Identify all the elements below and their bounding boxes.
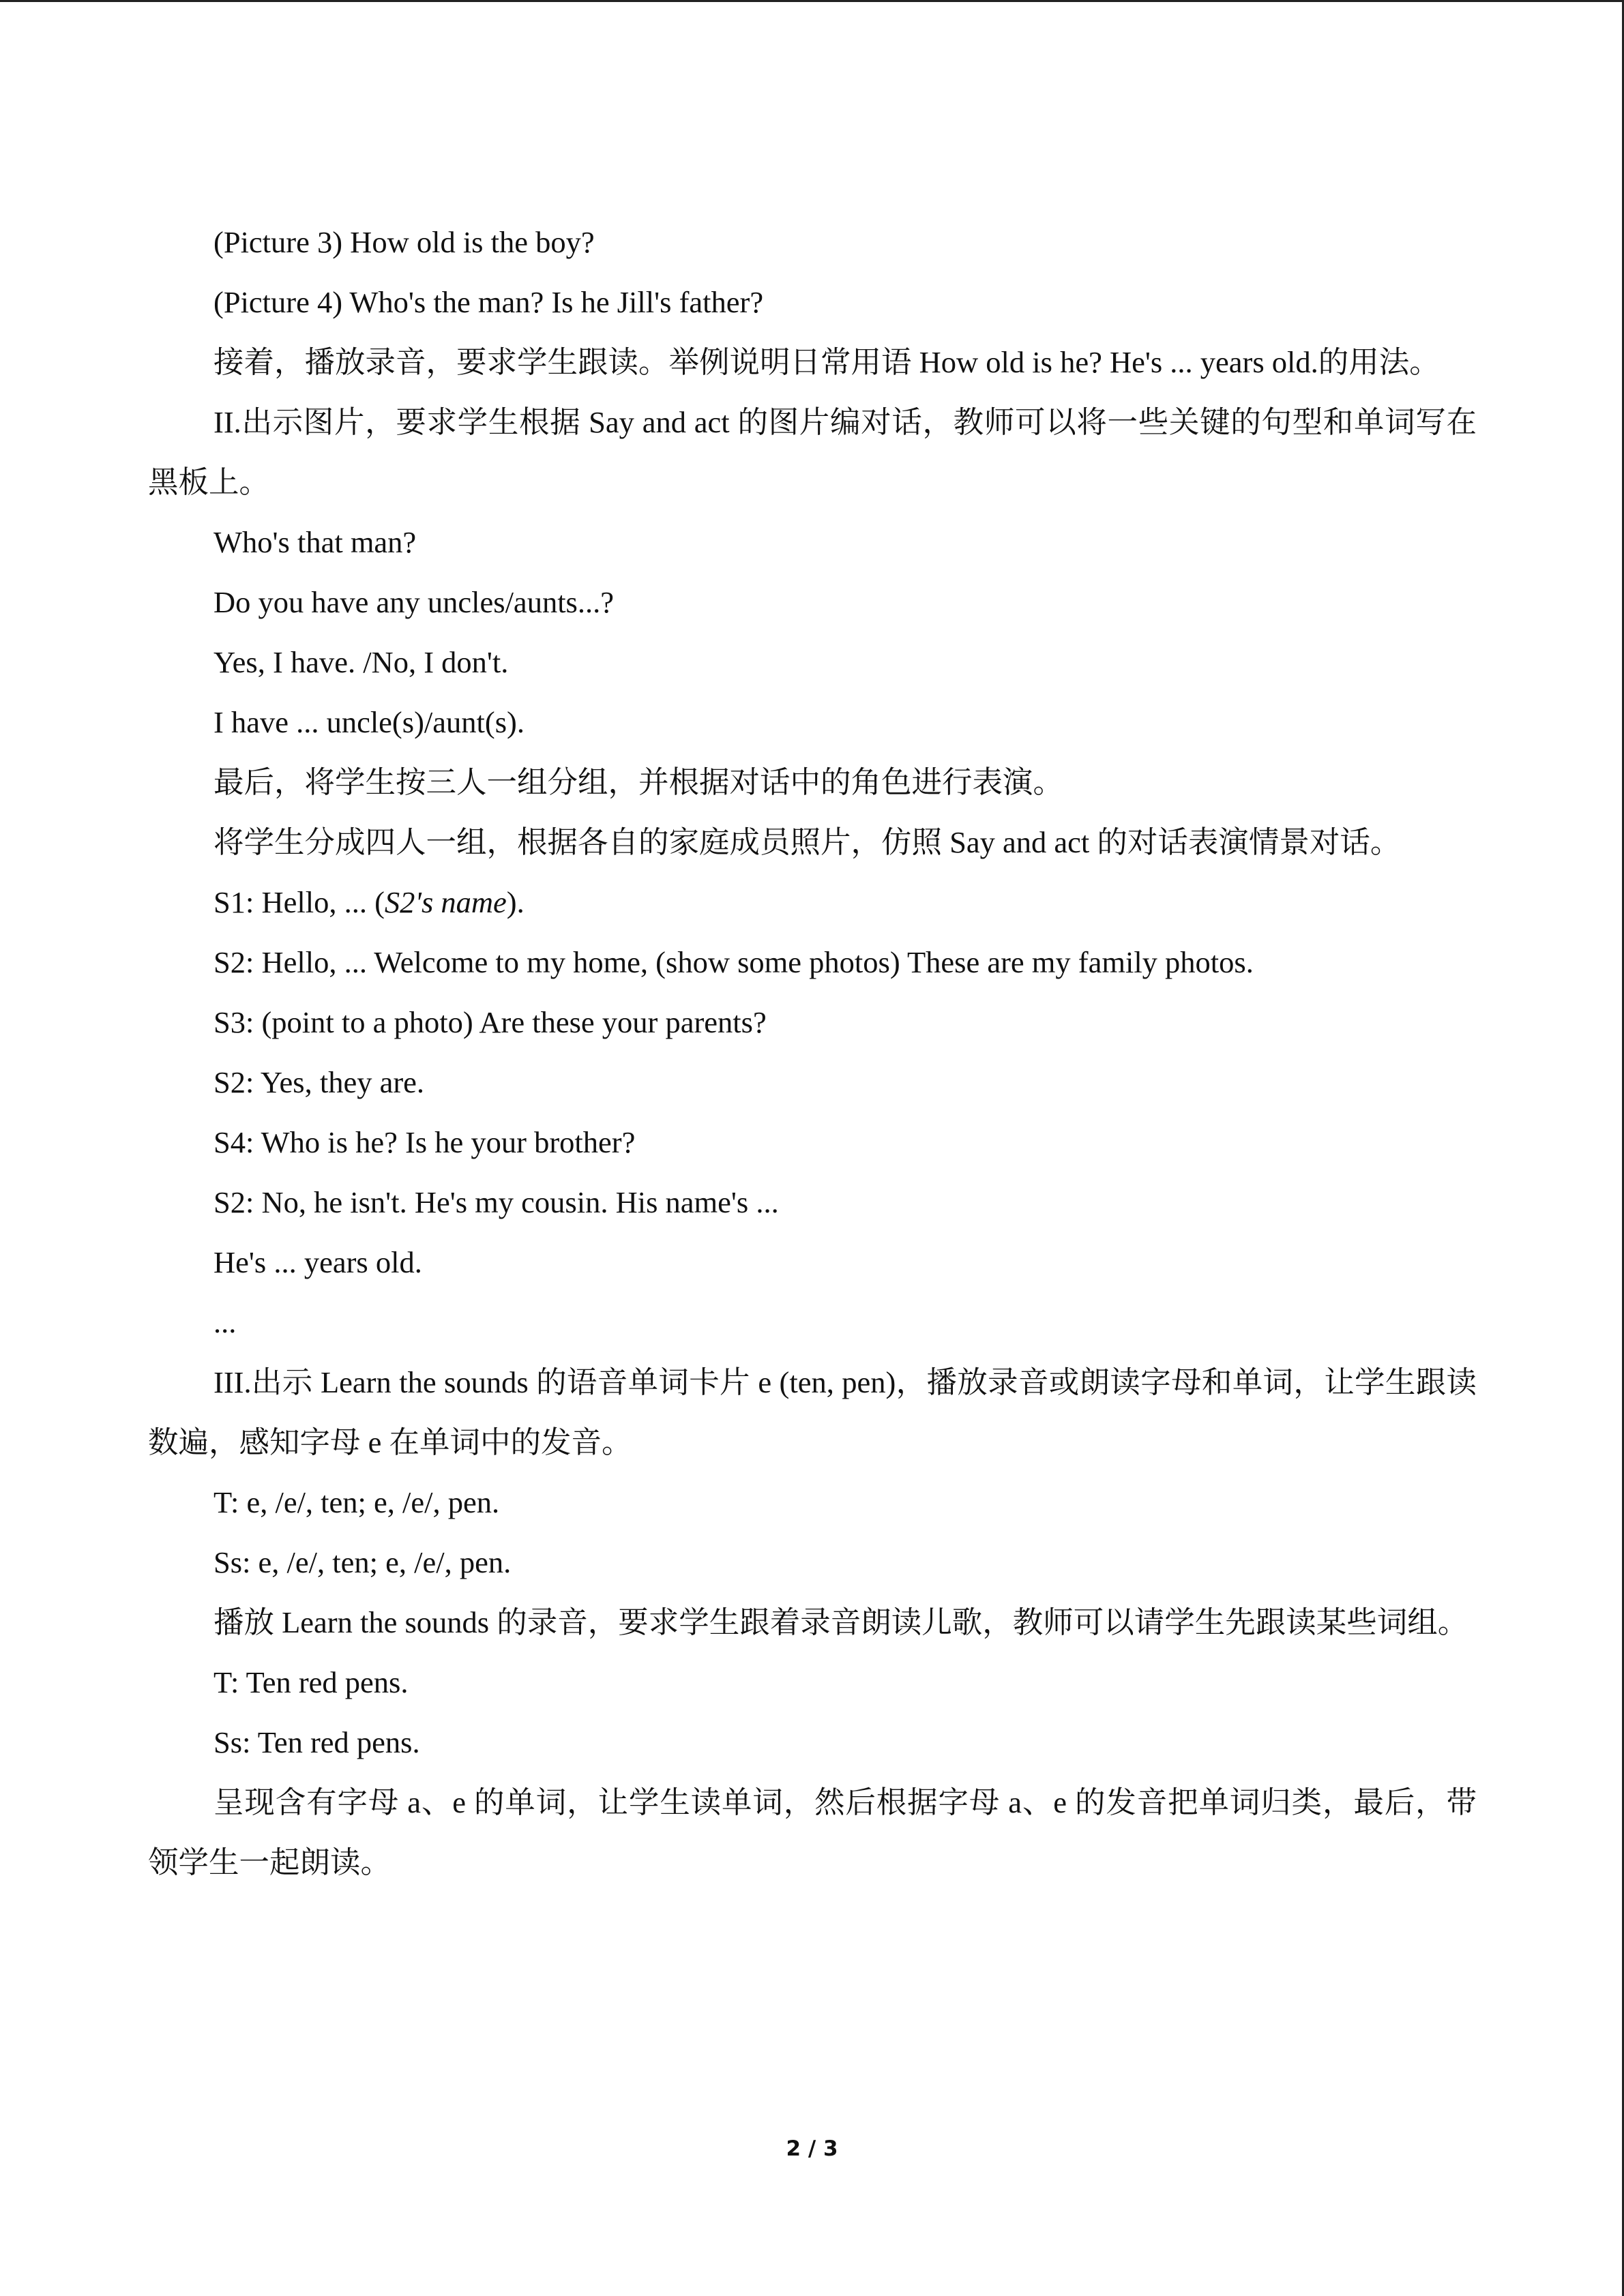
paragraph: III.出示 Learn the sounds 的语音单词卡片 e (ten, pen)，播放录音或朗读字母和单词，让学生跟读数遍，感知字母 e 在单词中的发音。 [148,1365,1477,1459]
paragraph: S2: No, he isn't. He's my cousin. His name's ... [213,1185,779,1219]
paragraph: ... [213,1305,237,1339]
paragraph: Do you have any uncles/aunts...? [213,585,614,619]
s1-italic-name: S2's name [384,885,507,919]
paragraph: 最后，将学生按三人一组分组，并根据对话中的角色进行表演。 [213,765,1064,799]
page-number: 2 / 3 [786,2136,838,2161]
paragraph: 接着，播放录音，要求学生跟读。举例说明日常用语 How old is he? He's ... years old.的用法。 [213,345,1440,379]
s1-prefix: S1: Hello, ... ( [213,885,385,919]
paragraph: Ss: Ten red pens. [213,1725,420,1759]
paragraph: 将学生分成四人一组，根据各自的家庭成员照片，仿照 Say and act 的对话表演情景对话。 [213,825,1401,859]
paragraph: S3: (point to a photo) Are these your parents? [213,1005,767,1039]
document-body [148,212,1477,1892]
paragraph: T: Ten red pens. [213,1665,409,1699]
paragraph: 播放 Learn the sounds 的录音，要求学生跟着录音朗读儿歌，教师可以请学生先跟读某些词组。 [213,1605,1468,1639]
paragraph: Yes, I have. /No, I don't. [213,645,509,679]
paragraph: He's ... years old. [213,1245,422,1279]
paragraph: S2: Yes, they are. [213,1065,425,1099]
paragraph: I have ... uncle(s)/aunt(s). [213,705,525,739]
paragraph: (Picture 4) Who's the man? Is he Jill's father? [213,285,764,319]
s1-suffix: ). [506,885,525,919]
dialogue-line-s1 [148,872,1477,932]
paragraph: S2: Hello, ... Welcome to my home, (show some photos) These are my family photos. [213,945,1254,979]
paragraph: S4: Who is he? Is he your brother? [213,1125,636,1159]
paragraph: Who's that man? [213,525,417,559]
paragraph: 呈现含有字母 a、e 的单词，让学生读单词，然后根据字母 a、e 的发音把单词归类，最后，带领学生一起朗读。 [148,1785,1477,1879]
paragraph: Ss: e, /e/, ten; e, /e/, pen. [213,1545,512,1579]
paragraph: II.出示图片，要求学生根据 Say and act 的图片编对话，教师可以将一些关键的句型和单词写在黑板上。 [148,405,1477,499]
paragraph: T: e, /e/, ten; e, /e/, pen. [213,1485,500,1519]
paragraph: (Picture 3) How old is the boy? [213,225,595,259]
